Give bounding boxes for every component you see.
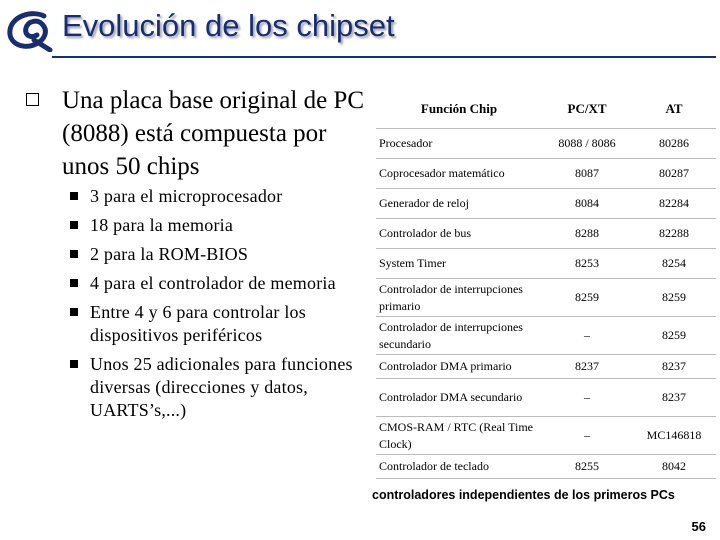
cell-at: 80287: [632, 159, 716, 189]
chipset-table: [376, 90, 716, 479]
cell-at: 8237: [632, 355, 716, 379]
cell-at: 82284: [632, 189, 716, 219]
cell-function: System Timer: [376, 249, 542, 279]
sub-bullet-item: [70, 214, 370, 237]
cell-pc-xt: –: [542, 379, 632, 417]
cell-pc-xt: –: [542, 417, 632, 455]
table-row: [376, 417, 716, 455]
sub-bullet-item: [70, 272, 370, 295]
filled-square-bullet-icon: [70, 192, 78, 200]
cell-pc-xt: 8237: [542, 355, 632, 379]
table-row: [376, 189, 716, 219]
sub-bullet-text: Entre 4 y 6 para controlar los dispositivos periféricos: [90, 302, 306, 345]
cell-at: 8259: [632, 279, 716, 317]
cell-pc-xt: 8087: [542, 159, 632, 189]
header-at: AT: [632, 90, 716, 129]
cell-function: Controlador de teclado: [376, 455, 542, 479]
sub-bullet-text: 4 para el controlador de memoria: [90, 273, 336, 293]
cell-pc-xt: 8259: [542, 279, 632, 317]
title-divider: [52, 56, 716, 58]
sub-bullet-item: [70, 185, 370, 208]
cell-function: Controlador DMA secundario: [376, 379, 542, 417]
cell-at: MC146818: [632, 417, 716, 455]
swirl-logo-icon: [4, 10, 54, 52]
table-row: [376, 249, 716, 279]
filled-square-bullet-icon: [70, 279, 78, 287]
cell-function: Procesador: [376, 129, 542, 159]
table-row: [376, 317, 716, 355]
filled-square-bullet-icon: [70, 360, 78, 368]
cell-at: 8254: [632, 249, 716, 279]
cell-pc-xt: –: [542, 317, 632, 355]
cell-pc-xt: 8288: [542, 219, 632, 249]
cell-function: Controlador de bus: [376, 219, 542, 249]
table-row: [376, 159, 716, 189]
table-row: [376, 279, 716, 317]
filled-square-bullet-icon: [70, 308, 78, 316]
table-row: [376, 455, 716, 479]
sub-bullet-item: [70, 243, 370, 266]
filled-square-bullet-icon: [70, 221, 78, 229]
sub-bullet-text: 2 para la ROM-BIOS: [90, 244, 249, 264]
sub-bullet-text: Unos 25 adicionales para funciones diversas (direcciones y datos, UARTS’s,...): [90, 354, 353, 420]
table-row: [376, 219, 716, 249]
header-funcion-chip: Función Chip: [376, 90, 542, 129]
slide-title: Evolución de los chipset: [62, 8, 395, 43]
cell-at: 8042: [632, 455, 716, 479]
sub-bullet-item: [70, 353, 370, 422]
cell-function: Controlador de interrupciones secundario: [376, 317, 542, 355]
cell-at: 82288: [632, 219, 716, 249]
sub-bullet-list: [70, 185, 370, 428]
header-pc-xt: PC/XT: [542, 90, 632, 129]
table-row: [376, 379, 716, 417]
cell-function: Controlador de interrupciones primario: [376, 279, 542, 317]
cell-function: Controlador DMA primario: [376, 355, 542, 379]
cell-function: Coprocesador matemático: [376, 159, 542, 189]
cell-pc-xt: 8088 / 8086: [542, 129, 632, 159]
page-number: 56: [691, 519, 706, 534]
cell-at: 80286: [632, 129, 716, 159]
cell-at: 8259: [632, 317, 716, 355]
sub-bullet-text: 18 para la memoria: [90, 215, 234, 235]
cell-pc-xt: 8255: [542, 455, 632, 479]
sub-bullet-text: 3 para el microprocesador: [90, 186, 283, 206]
filled-square-bullet-icon: [70, 250, 78, 258]
square-bullet-icon: [26, 93, 39, 106]
table-header-row: [376, 90, 716, 129]
cell-at: 8237: [632, 379, 716, 417]
sub-bullet-item: [70, 301, 370, 347]
cell-function: Generador de reloj: [376, 189, 542, 219]
table-row: [376, 129, 716, 159]
main-bullet-text: Una placa base original de PC (8088) está compuesta por unos 50 chips: [62, 87, 364, 180]
cell-pc-xt: 8084: [542, 189, 632, 219]
cell-function: CMOS-RAM / RTC (Real Time Clock): [376, 417, 542, 455]
cell-pc-xt: 8253: [542, 249, 632, 279]
table-caption: controladores independientes de los primeros PCs: [372, 488, 675, 502]
table-row: [376, 355, 716, 379]
